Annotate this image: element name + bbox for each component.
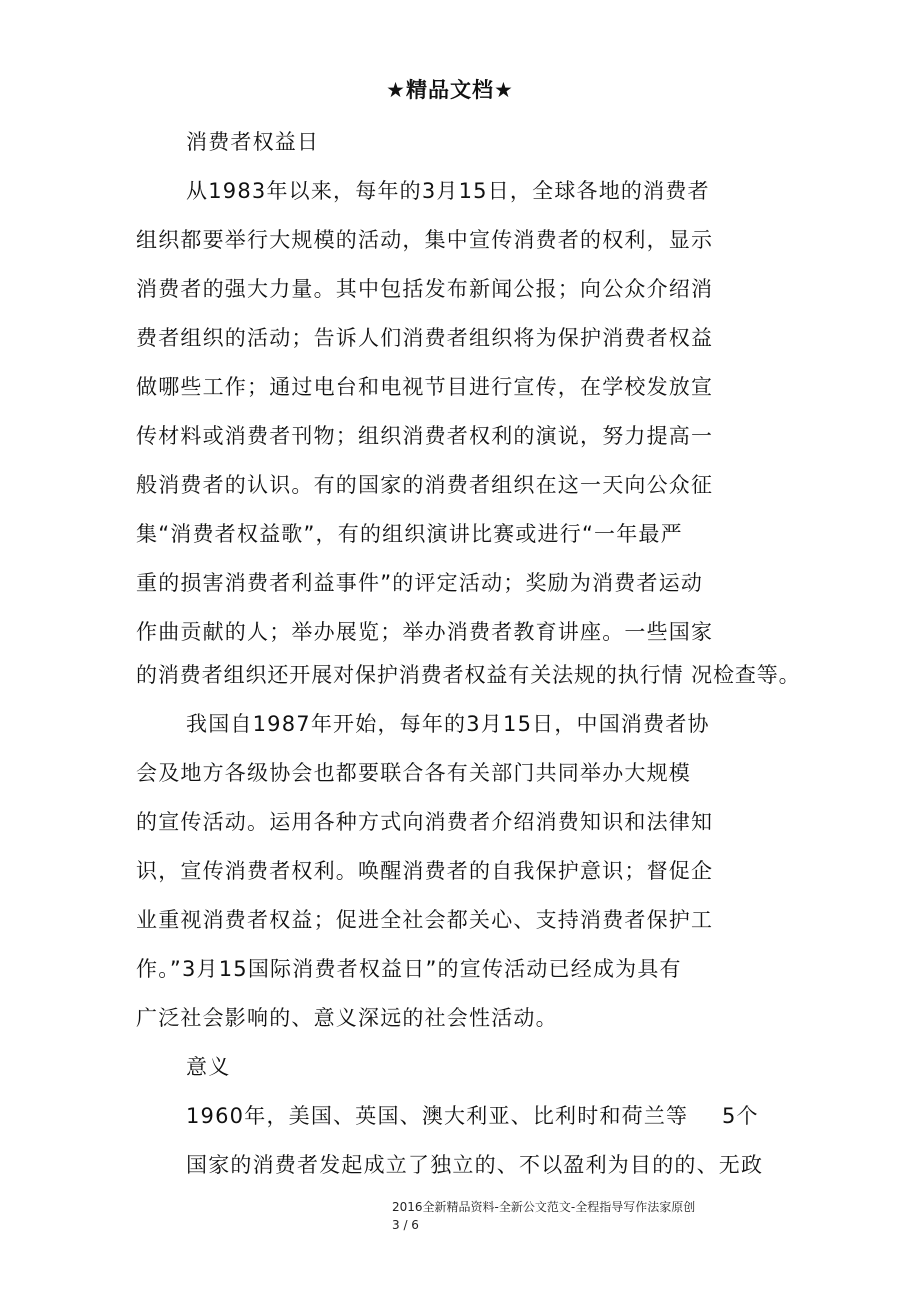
paragraph-line: 消费者的强大力量。其中包括发布新闻公报；向公众介绍消: [136, 277, 714, 301]
paragraph-line: 1960年，美国、英国、澳大利亚、比利时和荷兰等: [186, 1104, 689, 1128]
paragraph-line: 从1983年以来，每年的3月15日，全球各地的消费者: [186, 179, 710, 203]
paragraph-line: 我国自1987年开始，每年的3月15日，中国消费者协: [186, 712, 710, 736]
paragraph-line: 的消费者组织还开展对保护消费者权益有关法规的执行情 况检查等。: [136, 663, 801, 687]
paragraph-line: 业重视消费者权益；促进全社会都关心、支持消费者保护工: [136, 908, 714, 932]
paragraph-line: 费者组织的活动；告诉人们消费者组织将为保护消费者权益: [136, 326, 714, 350]
footer-page-number: 3 / 6: [392, 1218, 419, 1232]
paragraph-line: 会及地方各级协会也都要联合各有关部门共同举办大规模: [136, 761, 691, 785]
section-heading-significance: 意义: [186, 1055, 231, 1079]
paragraph-line: 做哪些工作；通过电台和电视节目进行宣传，在学校发放宣: [136, 375, 714, 399]
paragraph-line: 广泛社会影响的、意义深远的社会性活动。: [136, 1006, 558, 1030]
paragraph-line: 组织都要举行大规模的活动，集中宣传消费者的权利，显示: [136, 228, 714, 252]
paragraph-line: 般消费者的认识。有的国家的消费者组织在这一天向公众征: [136, 473, 714, 497]
paragraph-line: 作曲贡献的人；举办展览；举办消费者教育讲座。一些国家: [136, 620, 714, 644]
paragraph-line: 集“消费者权益歌”，有的组织演讲比赛或进行“一年最严: [136, 522, 683, 546]
paragraph-line-fragment: 5个: [722, 1104, 759, 1128]
footer-source-text: 2016全新精品资料-全新公文范文-全程指导写作法家原创: [392, 1200, 696, 1214]
section-heading-consumer-rights-day: 消费者权益日: [186, 130, 320, 154]
paragraph-line: 的宣传活动。运用各种方式向消费者介绍消费知识和法律知: [136, 810, 714, 834]
paragraph-line: 重的损害消费者利益事件”的评定活动；奖励为消费者运动: [136, 571, 704, 595]
page-header-title: ★精品文档★: [386, 78, 514, 102]
paragraph-line: 作。”3月15国际消费者权益日”的宣传活动已经成为具有: [136, 957, 682, 981]
paragraph-line: 国家的消费者发起成立了独立的、不以盈利为目的的、无政: [186, 1153, 764, 1177]
paragraph-line: 传材料或消费者刊物；组织消费者权利的演说，努力提高一: [136, 424, 714, 448]
paragraph-line: 识，宣传消费者权利。唤醒消费者的自我保护意识；督促企: [136, 859, 714, 883]
